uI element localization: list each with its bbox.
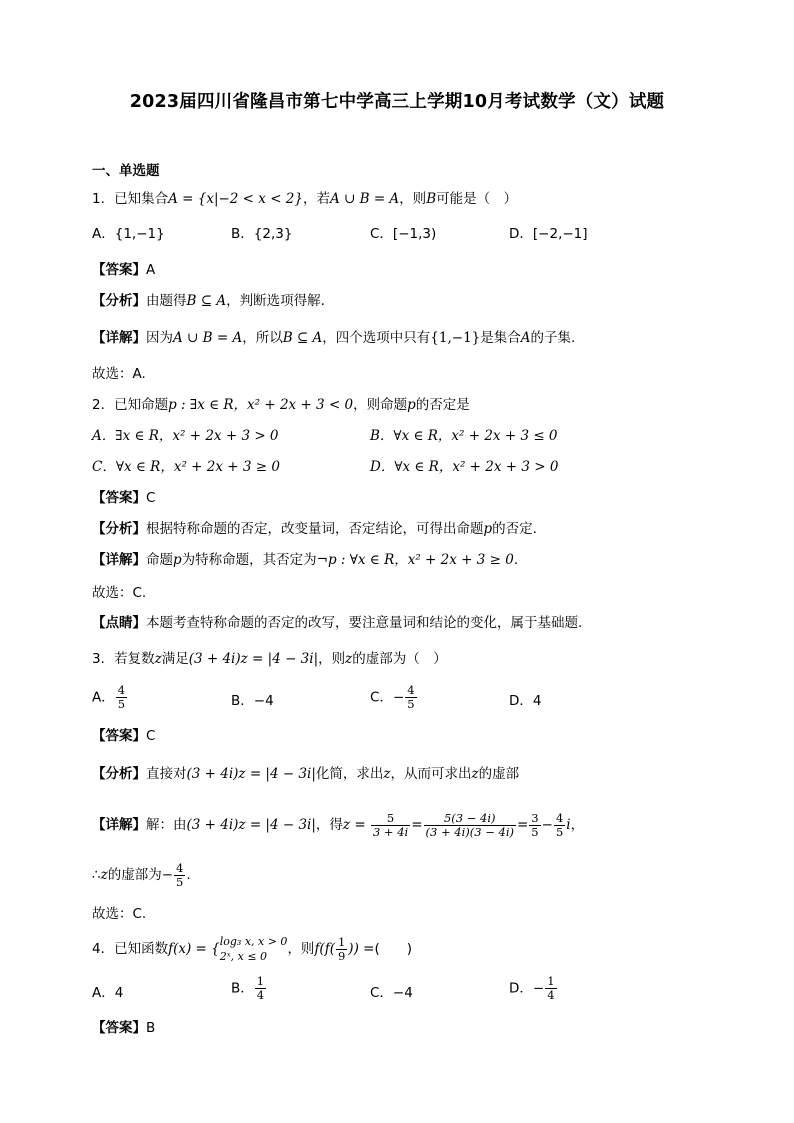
fraction: $\frac{1}{4}$	[547, 974, 555, 1002]
q1-option-b: B．{2,3}	[231, 226, 293, 242]
q4-option-a: A．4	[92, 985, 124, 1001]
q1-option-c: C．[−1,3)	[370, 226, 437, 242]
q2-option-b: B．∀x ∈ R，x² + 2x + 3 ≤ 0	[370, 428, 558, 444]
q3-answer: 【答案】C	[92, 728, 156, 744]
fraction: $\frac{1}{4}$	[256, 974, 265, 1002]
q1-stem: 1．已知集合A = {x|−2 < x < 2}，若A ∪ B = A，则B可能是（ ）	[92, 191, 518, 207]
q2-option-d: D．∀x ∈ R，x² + 2x + 3 > 0	[370, 459, 559, 475]
fraction: $\frac{4}{5}$	[117, 683, 126, 711]
piecewise-cases: log₃ x, x > 0 2ˣ, x ≤ 0	[219, 935, 288, 963]
q3-conclusion: ∴z的虚部为− $\frac{4}{5}$ .	[92, 860, 191, 889]
q4-option-b: B． $\frac{1}{4}$	[231, 974, 265, 1002]
q3-option-a: A． $\frac{4}{5}$	[92, 683, 126, 711]
q3-analysis: 【分析】直接对(3 + 4i)z = |4 − 3i|化简，求出z，从而可求出z的虚部	[92, 766, 520, 782]
q2-stem: 2．已知命题p : ∃x ∈ R，x² + 2x + 3 < 0，则命题p的否定是	[92, 397, 470, 413]
q1-analysis: 【分析】由题得B ⊆ A，判断选项得解.	[92, 293, 325, 309]
q4-option-c: C．−4	[370, 985, 413, 1001]
q2-option-a: A．∃x ∈ R，x² + 2x + 3 > 0	[92, 428, 279, 444]
fraction: $\frac{4}{5}$	[407, 683, 415, 711]
fraction: $\frac{5(3 - 4i)}{(3 + 4i)(3 - 4i)}$	[425, 810, 514, 839]
q1-answer: 【答案】A	[92, 262, 156, 278]
fraction: $\frac{3}{5}$	[531, 810, 539, 839]
q3-option-c: C．− $\frac{4}{5}$	[370, 683, 415, 711]
q3-choose: 故选：C.	[92, 906, 147, 922]
q2-detail: 【详解】命题p为特称命题，其否定为¬p : ∀x ∈ R，x² + 2x + 3 ≥ 0.	[92, 552, 519, 568]
q1-detail: 【详解】因为A ∪ B = A，所以B ⊆ A，四个选项中只有{1,−1}是集合A的子集.	[92, 330, 576, 346]
q1-option-a: A．{1,−1}	[92, 226, 165, 242]
fraction: $\frac{4}{5}$	[555, 810, 564, 839]
section-heading: 一、单选题	[92, 163, 160, 179]
q1-option-d: D．[−2,−1]	[509, 226, 588, 242]
q2-analysis: 【分析】根据特称命题的否定，改变量词，否定结论，可得出命题p的否定.	[92, 521, 537, 537]
q1-choose: 故选：A.	[92, 366, 146, 382]
q3-option-d: D．4	[509, 693, 542, 709]
q4-answer: 【答案】B	[92, 1020, 156, 1036]
q2-option-c: C．∀x ∈ R，x² + 2x + 3 ≥ 0	[92, 459, 280, 475]
q2-comment: 【点睛】本题考查特称命题的否定的改写，要注意量词和结论的变化，属于基础题.	[92, 615, 583, 631]
document-title: 2023届四川省隆昌市第七中学高三上学期10月考试数学（文）试题	[129, 92, 665, 112]
q1-set-def: A = {x|−2 < x < 2}	[168, 191, 303, 207]
fraction: $\frac{1}{9}$	[337, 934, 346, 963]
q3-detail: 【详解】解：由(3 + 4i)z = |4 − 3i|，得z = $\frac{5}{3 + 4i}$ = $\frac{5(3 - 4i)}{(3 + 4i)(3 - 4i)}$ = $\frac{3}{5}$ − $\frac{4}{5}$ i，	[92, 810, 585, 839]
q2-choose: 故选：C.	[92, 585, 147, 601]
fraction: $\frac{4}{5}$	[176, 860, 184, 889]
fraction: $\frac{5}{3 + 4i}$	[372, 810, 409, 839]
q3-option-b: B．−4	[231, 693, 274, 709]
q3-stem: 3．若复数z满足(3 + 4i)z = |4 − 3i|，则z的虚部为（ ）	[92, 651, 447, 667]
q4-stem: 4．已知函数f(x) = { log₃ x, x > 0 2ˣ, x ≤ 0 ，则f(f( $\frac{1}{9}$ )) =( )	[92, 934, 412, 963]
q4-option-d: D．− $\frac{1}{4}$	[509, 974, 555, 1002]
q2-answer: 【答案】C	[92, 490, 156, 506]
